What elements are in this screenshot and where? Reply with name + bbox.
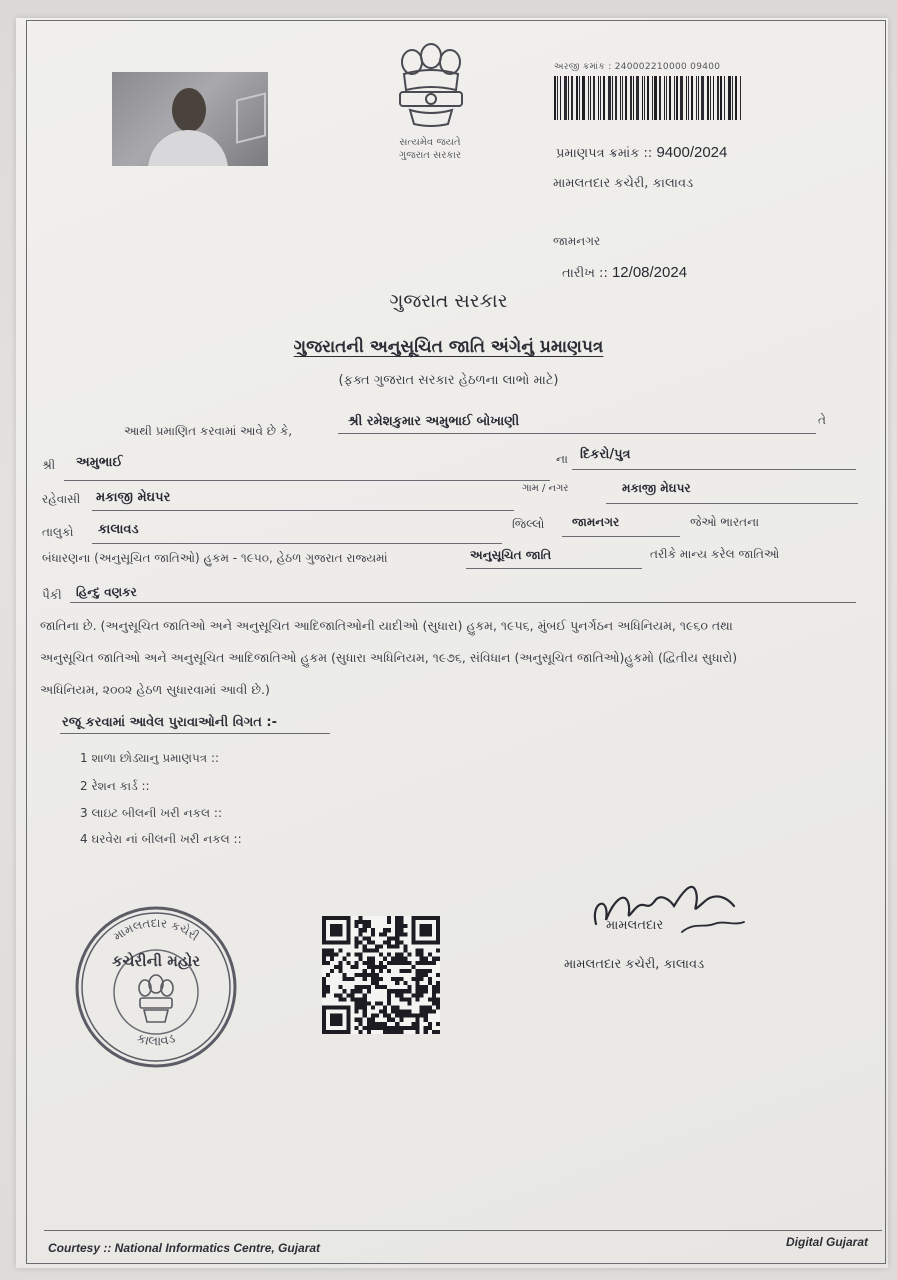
footer-divider xyxy=(44,1230,882,1231)
seal-center-text: કચેરીની મહોર xyxy=(111,952,201,970)
father-name-line xyxy=(64,480,550,481)
india-suffix: જેઓ ભારતના xyxy=(690,515,760,529)
paragraph-line: અધિનિયમ, ૨૦૦૨ હેઠળ સુધારવામાં આવી છે.) xyxy=(40,682,270,697)
proofs-title-line xyxy=(60,733,330,734)
certificate-title-text: ગુજરાતની અનુસૂચિત જાતિ અંગેનું પ્રમાણપત્ર xyxy=(293,337,604,357)
signatory-title: મામલતદાર xyxy=(606,918,664,933)
paragraph-line: અનુસૂચિત જાતિઓ અને અનુસૂચિત આદિજાતિઓ હુકમ (સુધારા અધિનિયમ, ૧૯૭૬, સંવિધાન (અનુસૂચિત જાતિઓ)હુકમો (દ્વિતીય સુધારો) xyxy=(40,650,738,665)
order-text: બંધારણના (અનુસૂચિત જાતિઓ) હુકમ - ૧૯૫૦, હેઠળ ગુજરાત રાજ્યમાં xyxy=(42,551,388,565)
na-label: ના xyxy=(556,452,568,466)
holder-name-line xyxy=(338,433,816,434)
village-line xyxy=(606,503,858,504)
proof-item: 1 શાળા છોડ્યાનુ પ્રમાણપત્ર :: xyxy=(80,751,220,765)
relation-line xyxy=(572,469,856,470)
resident-line xyxy=(92,510,514,511)
certificate-number-row xyxy=(556,144,727,161)
resident-label: રહેવાસી xyxy=(42,492,81,506)
emblem-government: ગુજરાત સરકાર xyxy=(398,150,462,161)
paragraph-line: જાતિના છે. (અનુસૂચિત જાતિઓ અને અનુસૂચિત આદિજાતિઓની યાદીઓ (સુધારા) હુકમ, ૧૯૫૬, મુંબઈ પુનર્ગઠન અધિનિયમ, ૧૯૬૦ તથા xyxy=(40,618,733,633)
certificate-number-label: પ્રમાણપત્ર ક્રમાંક :: xyxy=(556,146,653,161)
office-name: મામલતદાર કચેરી, કાલાવડ xyxy=(553,176,694,191)
header-district: જામનગર xyxy=(553,234,601,248)
certificate-title xyxy=(0,337,897,357)
signature-mark xyxy=(584,872,754,944)
district-label: જિલ્લો xyxy=(512,517,545,531)
signatory-office: મામલતદાર કચેરી, કાલાવડ xyxy=(564,957,705,972)
holder-photo xyxy=(112,72,268,166)
relation: દિકરો/પુત્ર xyxy=(580,447,631,462)
father-name: અમુભાઈ xyxy=(76,455,123,470)
seal-bottom-text: કાલાવડ xyxy=(135,1031,178,1050)
date-label: તારીખ :: xyxy=(562,266,608,281)
village-value: મકાજી મેઘપર xyxy=(622,481,691,495)
issue-date: 12/08/2024 xyxy=(611,264,688,281)
certificate-number: 9400/2024 xyxy=(656,144,728,161)
barcode-icon xyxy=(554,76,742,120)
district-value: જામનગર xyxy=(572,515,620,529)
proof-item: 3 લાઇટ બીલની ખરી નકલ :: xyxy=(80,806,223,820)
among-label: પૈકી xyxy=(42,588,62,602)
legal-paragraph xyxy=(40,610,860,706)
qr-code-icon xyxy=(322,916,440,1034)
proof-item: 4 ઘરવેરા નાં બીલની ખરી નકલ :: xyxy=(80,832,242,846)
intro-label: આથી પ્રમાણિત કરવામાં આવે છે કે, xyxy=(124,424,293,438)
taluka-value: કાલાવડ xyxy=(98,522,139,537)
seal-top-text: મામલતદાર કચેરી xyxy=(110,915,202,944)
ashoka-emblem-icon xyxy=(386,38,476,130)
village-label: ગામ / નગર xyxy=(522,483,569,494)
proof-item: 2 રેશન કાર્ડ :: xyxy=(80,779,150,793)
government-title: ગુજરાત સરકાર xyxy=(389,290,508,312)
category-line xyxy=(466,568,642,569)
holder-name: શ્રી રમેશકુમાર અમુભાઈ બોખાણી xyxy=(348,414,520,429)
te-suffix: તે xyxy=(818,413,826,427)
taluka-label: તાલુકો xyxy=(42,525,74,539)
proofs-title: રજૂ કરવામાં આવેલ પુરાવાઓની વિગત :- xyxy=(62,715,277,730)
digital-gujarat-brand: Digital Gujarat xyxy=(786,1235,869,1249)
emblem-motto: સત્યમેવ જયતે xyxy=(399,137,461,148)
courtesy-text: Courtesy :: National Informatics Centre, Gujarat xyxy=(48,1241,321,1255)
taluka-line xyxy=(92,543,502,544)
office-seal-icon xyxy=(72,904,240,1070)
date-row xyxy=(562,264,687,281)
caste-value: હિન્દુ વણકર xyxy=(76,585,137,599)
district-line xyxy=(562,536,680,537)
certificate-subtitle: (ફક્ત ગુજરાત સરકાર હેઠળના લાભો માટે) xyxy=(338,373,559,388)
emblem-caption xyxy=(370,136,490,162)
category-value: અનુસૂચિત જાતિ xyxy=(470,548,552,562)
caste-line xyxy=(70,602,856,603)
application-number: અરજી ક્રમાંક : 240002210000 09400 xyxy=(554,62,721,72)
recognized-text: તરીકે માન્ય કરેલ જાતિઓ xyxy=(650,547,780,561)
shri-label: શ્રી xyxy=(42,458,56,472)
resident-value: મકાજી મેઘપર xyxy=(96,490,171,505)
